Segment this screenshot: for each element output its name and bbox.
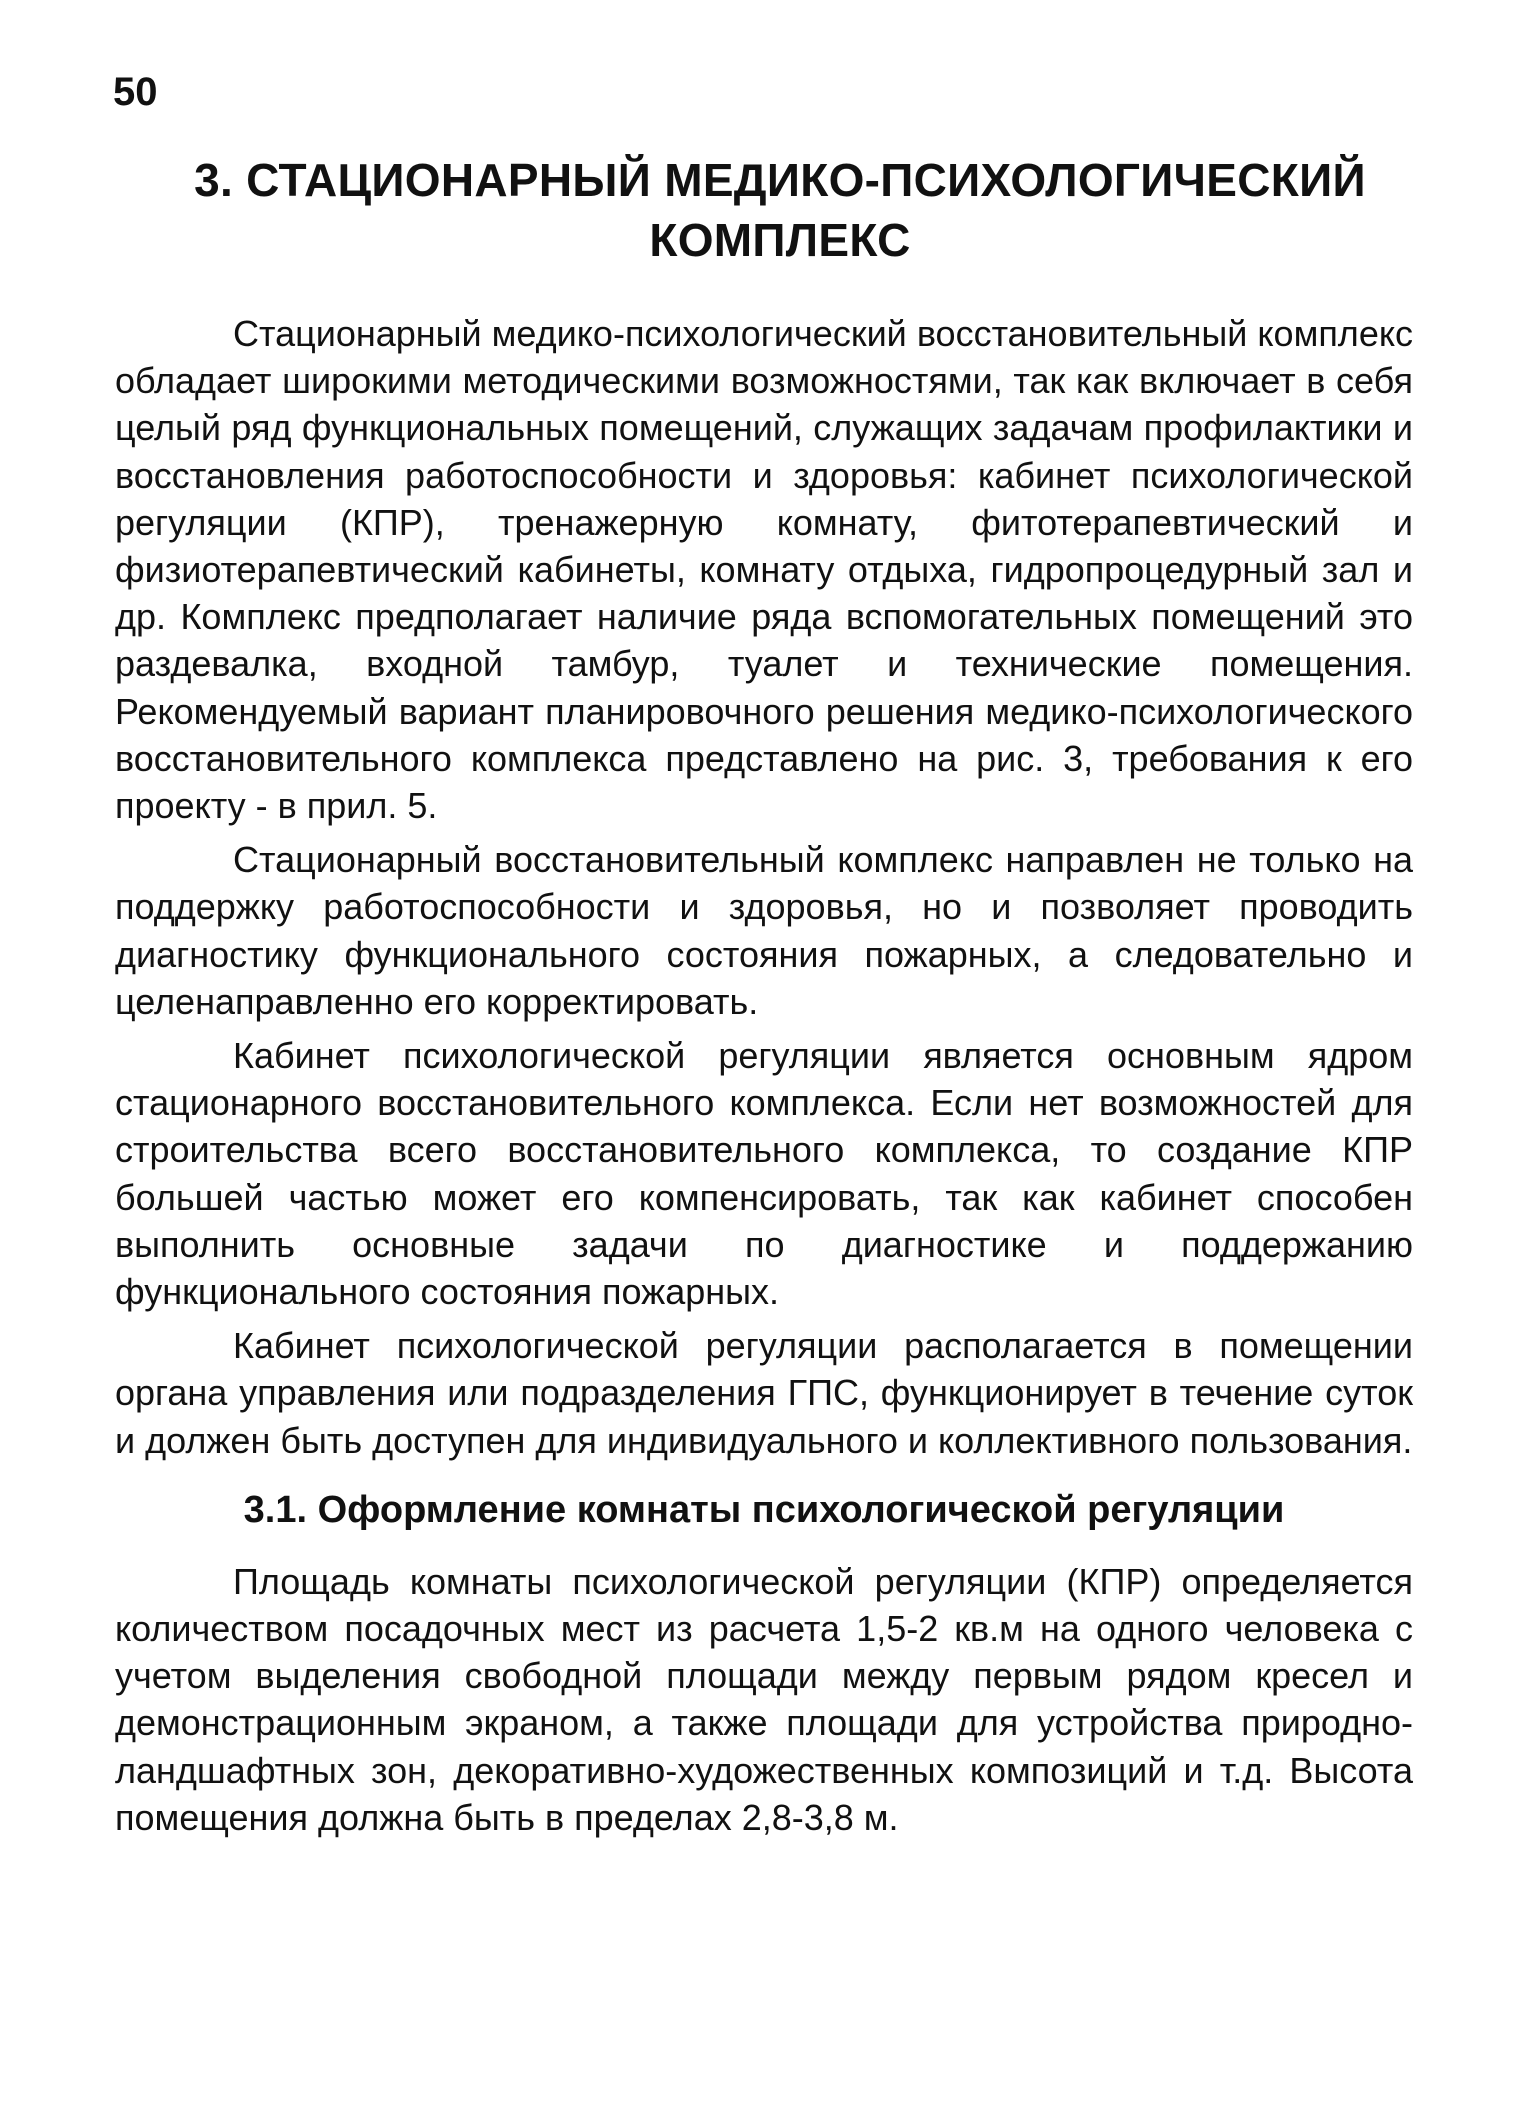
section-paragraph: Площадь комнаты психологической регуляции (КПР) определяется количеством посадочных мест из расчета 1,5-2 кв.м на одного человека с учетом выделения свободной площади между первым рядом кресел и демонстрационным экраном, а также площади для устройства природно-ландшафтных зон, декоративно-художественных композиций и т.д. Высота помещения должна быть в пределах 2,8-3,8 м. — [115, 1560, 1413, 1838]
paragraph: Кабинет психологической регуляции располагается в помещении органа управления или подразделения ГПС, функционирует в течение суток и должен быть доступен для индивидуального и коллективного пользования. — [115, 1325, 1413, 1461]
paragraph: Стационарный восстановительный комплекс направлен не только на поддержку работоспособности и здоровья, но и позволяет проводить диагностику функционального состояния пожарных, а следовательно и целенаправленно его корректировать. — [115, 839, 1413, 1022]
paragraph: Кабинет психологической регуляции является основным ядром стационарного восстановительного комплекса. Если нет возможностей для строительства всего восстановительного комплекса, то создание КПР большей частью может его компенсировать, так как кабинет способен выполнить основные задачи по диагностике и поддержанию функционального состояния пожарных. — [115, 1035, 1413, 1313]
page-number: 50 — [113, 70, 158, 114]
chapter-title-line-1: 3. СТАЦИОНАРНЫЙ МЕДИКО-ПСИХОЛОГИЧЕСКИЙ — [194, 154, 1366, 206]
chapter-title-line-2: КОМПЛЕКС — [649, 214, 911, 266]
paragraph: Стационарный медико-психологический восстановительный комплекс обладает широкими методическими возможностями, так как включает в себя целый ряд функциональных помещений, служащих задачам профилактики и восстановления работоспособности и здоровья: кабинет психологической регуляции (КПР), тренажерную комнату, фитотерапевтический и физиотерапевтический кабинеты, комнату отдыха, гидропроцедурный зал и др. Комплекс предполагает наличие ряда вспомогательных помещений это раздевалка, входной тамбур, туалет и технические помещения. Рекомендуемый вариант планировочного решения медико-психологического восстановительного комплекса представлено на рис. 3, требования к его проекту - в прил. 5. — [115, 313, 1413, 827]
section-heading: 3.1. Оформление комнаты психологической регуляции — [243, 1488, 1285, 1531]
body-text — [115, 310, 1413, 1848]
chapter-title — [150, 150, 1410, 270]
